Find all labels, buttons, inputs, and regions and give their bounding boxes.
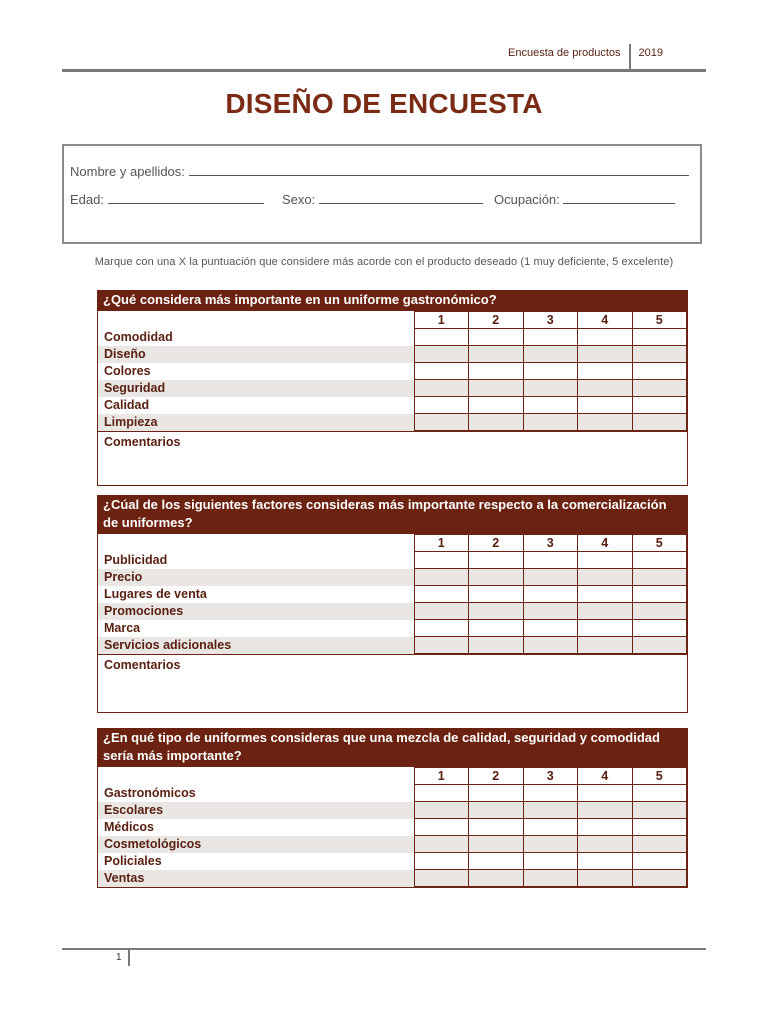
item-label: Cosmetológicos [98,836,414,853]
scale-header-1: 1 [414,768,469,785]
score-cell-1[interactable] [414,836,469,853]
score-cell-2[interactable] [469,853,524,870]
footer-rule [62,948,706,950]
rating-row [98,380,687,397]
score-cell-2[interactable] [469,586,524,603]
score-cell-4[interactable] [578,870,633,887]
header-doc-title: Encuesta de productos [508,47,621,59]
score-cell-3[interactable] [523,346,578,363]
personal-info-box [62,144,702,244]
rating-row [98,785,687,802]
scale-header-1: 1 [414,312,469,329]
score-cell-1[interactable] [414,603,469,620]
scale-header-3: 3 [523,768,578,785]
item-label: Escolares [98,802,414,819]
scale-header-2: 2 [469,535,524,552]
comments-label: Comentarios [104,658,181,672]
document-header [490,44,663,70]
rating-row [98,836,687,853]
score-cell-4[interactable] [578,586,633,603]
item-label: Médicos [98,819,414,836]
question-grid [97,767,688,888]
score-cell-3[interactable] [523,785,578,802]
score-cell-1[interactable] [414,637,469,654]
score-cell-2[interactable] [469,346,524,363]
score-cell-5[interactable] [632,870,687,887]
score-cell-5[interactable] [632,785,687,802]
score-cell-5[interactable] [632,637,687,654]
scale-header-1: 1 [414,535,469,552]
rating-row [98,870,687,887]
score-cell-3[interactable] [523,836,578,853]
rating-row [98,414,687,431]
header-year: 2019 [638,47,664,59]
score-cell-5[interactable] [632,380,687,397]
score-cell-3[interactable] [523,853,578,870]
score-cell-2[interactable] [469,569,524,586]
scale-header-3: 3 [523,312,578,329]
score-cell-2[interactable] [469,836,524,853]
item-label: Policiales [98,853,414,870]
sex-row [282,191,483,207]
score-cell-1[interactable] [414,397,469,414]
rating-table [98,767,687,887]
score-cell-3[interactable] [523,637,578,654]
scale-row [98,535,687,552]
rating-row [98,637,687,654]
rating-row [98,346,687,363]
name-field[interactable] [189,163,689,176]
question-header: ¿Qué considera más importante en un uniforme gastronómico? [97,290,688,311]
score-cell-5[interactable] [632,819,687,836]
score-cell-3[interactable] [523,870,578,887]
comments-label: Comentarios [104,435,181,449]
comments-area[interactable] [98,654,687,712]
item-label: Servicios adicionales [98,637,414,654]
rating-row [98,329,687,346]
scale-header-5: 5 [632,535,687,552]
score-cell-3[interactable] [523,586,578,603]
rating-row [98,552,687,569]
score-cell-4[interactable] [578,819,633,836]
score-cell-4[interactable] [578,637,633,654]
score-cell-4[interactable] [578,853,633,870]
scale-header-4: 4 [578,535,633,552]
score-cell-5[interactable] [632,603,687,620]
score-cell-2[interactable] [469,552,524,569]
rating-row [98,569,687,586]
age-field[interactable] [108,191,264,204]
scale-row [98,768,687,785]
score-cell-4[interactable] [578,569,633,586]
question-header: ¿Cúal de los siguientes factores consideras más importante respecto a la comercialización de uniformes? [97,495,688,534]
score-cell-1[interactable] [414,363,469,380]
score-cell-2[interactable] [469,414,524,431]
item-label: Calidad [98,397,414,414]
score-cell-3[interactable] [523,620,578,637]
scale-header-5: 5 [632,312,687,329]
rating-row [98,802,687,819]
score-cell-3[interactable] [523,329,578,346]
score-cell-5[interactable] [632,329,687,346]
rating-row [98,819,687,836]
score-cell-1[interactable] [414,853,469,870]
comments-area[interactable] [98,431,687,485]
score-cell-4[interactable] [578,603,633,620]
rating-row [98,586,687,603]
rating-row [98,853,687,870]
score-cell-4[interactable] [578,346,633,363]
scale-header-2: 2 [469,312,524,329]
score-cell-5[interactable] [632,620,687,637]
score-cell-3[interactable] [523,397,578,414]
score-cell-4[interactable] [578,363,633,380]
sex-field[interactable] [319,191,483,204]
score-cell-2[interactable] [469,819,524,836]
score-cell-3[interactable] [523,569,578,586]
rating-table [98,311,687,431]
score-cell-3[interactable] [523,552,578,569]
rating-row [98,603,687,620]
scale-header-4: 4 [578,312,633,329]
item-label: Colores [98,363,414,380]
score-cell-1[interactable] [414,329,469,346]
item-label: Seguridad [98,380,414,397]
score-cell-1[interactable] [414,870,469,887]
item-label: Comodidad [98,329,414,346]
question-block-3 [97,728,688,888]
rating-row [98,620,687,637]
occupation-label: Ocupación: [494,192,560,207]
score-cell-1[interactable] [414,785,469,802]
rating-table [98,534,687,654]
footer-divider [128,950,130,966]
scale-header-2: 2 [469,768,524,785]
score-cell-4[interactable] [578,329,633,346]
score-cell-5[interactable] [632,346,687,363]
question-grid [97,534,688,713]
score-cell-5[interactable] [632,397,687,414]
occupation-field[interactable] [563,191,675,204]
score-cell-3[interactable] [523,414,578,431]
score-cell-3[interactable] [523,603,578,620]
score-cell-2[interactable] [469,637,524,654]
score-cell-2[interactable] [469,363,524,380]
score-cell-5[interactable] [632,802,687,819]
question-grid [97,311,688,486]
score-cell-4[interactable] [578,380,633,397]
occupation-row [494,191,675,207]
scale-header-5: 5 [632,768,687,785]
score-cell-2[interactable] [469,380,524,397]
score-cell-3[interactable] [523,819,578,836]
scale-header-4: 4 [578,768,633,785]
score-cell-2[interactable] [469,802,524,819]
item-label: Precio [98,569,414,586]
sex-label: Sexo: [282,192,316,207]
item-label: Ventas [98,870,414,887]
score-cell-4[interactable] [578,620,633,637]
score-cell-1[interactable] [414,586,469,603]
age-label: Edad: [70,192,104,207]
question-block-2 [97,495,688,713]
item-label: Gastronómicos [98,785,414,802]
scale-row [98,312,687,329]
score-cell-2[interactable] [469,870,524,887]
name-label: Nombre y apellidos: [70,164,185,179]
score-cell-2[interactable] [469,620,524,637]
score-cell-5[interactable] [632,836,687,853]
score-cell-3[interactable] [523,363,578,380]
score-cell-1[interactable] [414,380,469,397]
item-label: Diseño [98,346,414,363]
page-number: 1 [116,952,122,963]
page-title: DISEÑO DE ENCUESTA [225,88,543,119]
score-cell-4[interactable] [578,414,633,431]
score-cell-5[interactable] [632,853,687,870]
score-cell-5[interactable] [632,363,687,380]
item-label: Marca [98,620,414,637]
item-label: Lugares de venta [98,586,414,603]
score-cell-2[interactable] [469,785,524,802]
score-cell-5[interactable] [632,414,687,431]
score-cell-4[interactable] [578,836,633,853]
score-cell-5[interactable] [632,569,687,586]
score-cell-5[interactable] [632,552,687,569]
name-row [70,163,689,179]
score-cell-1[interactable] [414,620,469,637]
rating-row [98,363,687,380]
score-cell-4[interactable] [578,785,633,802]
instructions-text: Marque con una X la puntuación que considere más acorde con el producto deseado (1 muy deficiente, 5 excelente) [94,256,674,268]
scale-header-3: 3 [523,535,578,552]
score-cell-4[interactable] [578,802,633,819]
item-label: Publicidad [98,552,414,569]
score-cell-5[interactable] [632,586,687,603]
header-rule [62,69,706,72]
score-cell-1[interactable] [414,819,469,836]
score-cell-1[interactable] [414,414,469,431]
score-cell-1[interactable] [414,569,469,586]
question-header: ¿En qué tipo de uniformes consideras que una mezcla de calidad, seguridad y comodidad sería más importante? [97,728,688,767]
item-label: Limpieza [98,414,414,431]
score-cell-2[interactable] [469,329,524,346]
age-row [70,191,264,207]
score-cell-1[interactable] [414,346,469,363]
question-block-1 [97,290,688,486]
score-cell-2[interactable] [469,603,524,620]
score-cell-4[interactable] [578,397,633,414]
score-cell-1[interactable] [414,802,469,819]
score-cell-2[interactable] [469,397,524,414]
score-cell-1[interactable] [414,552,469,569]
rating-row [98,397,687,414]
item-label: Promociones [98,603,414,620]
score-cell-3[interactable] [523,380,578,397]
score-cell-3[interactable] [523,802,578,819]
score-cell-4[interactable] [578,552,633,569]
